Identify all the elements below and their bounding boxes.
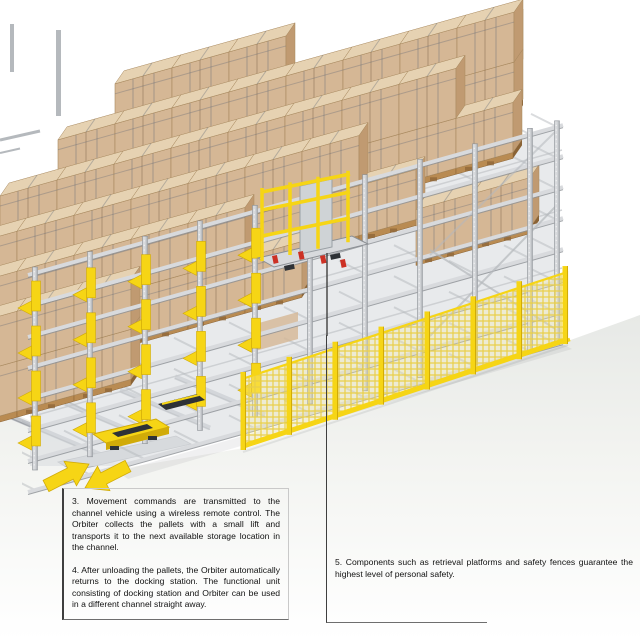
caption-box-3-4 [62, 488, 289, 620]
caption-item-4: 4. After unloading the pallets, the Orbiter automatically returns to the docking station. The functional unit consisting of docking station and Orbiter can be used in a different channel straight away. [72, 564, 280, 609]
caption-box-5 [335, 557, 633, 580]
caption-item-5: 5. Components such as retrieval platforms and safety fences guarantee the highest level of personal safety. [335, 557, 633, 579]
caption-item-3: 3. Movement commands are transmitted to the channel vehicle using a wireless remote control. The Orbiter collects the pallets with a small lift and transports it to the next available storage location in the channel. [72, 496, 280, 552]
